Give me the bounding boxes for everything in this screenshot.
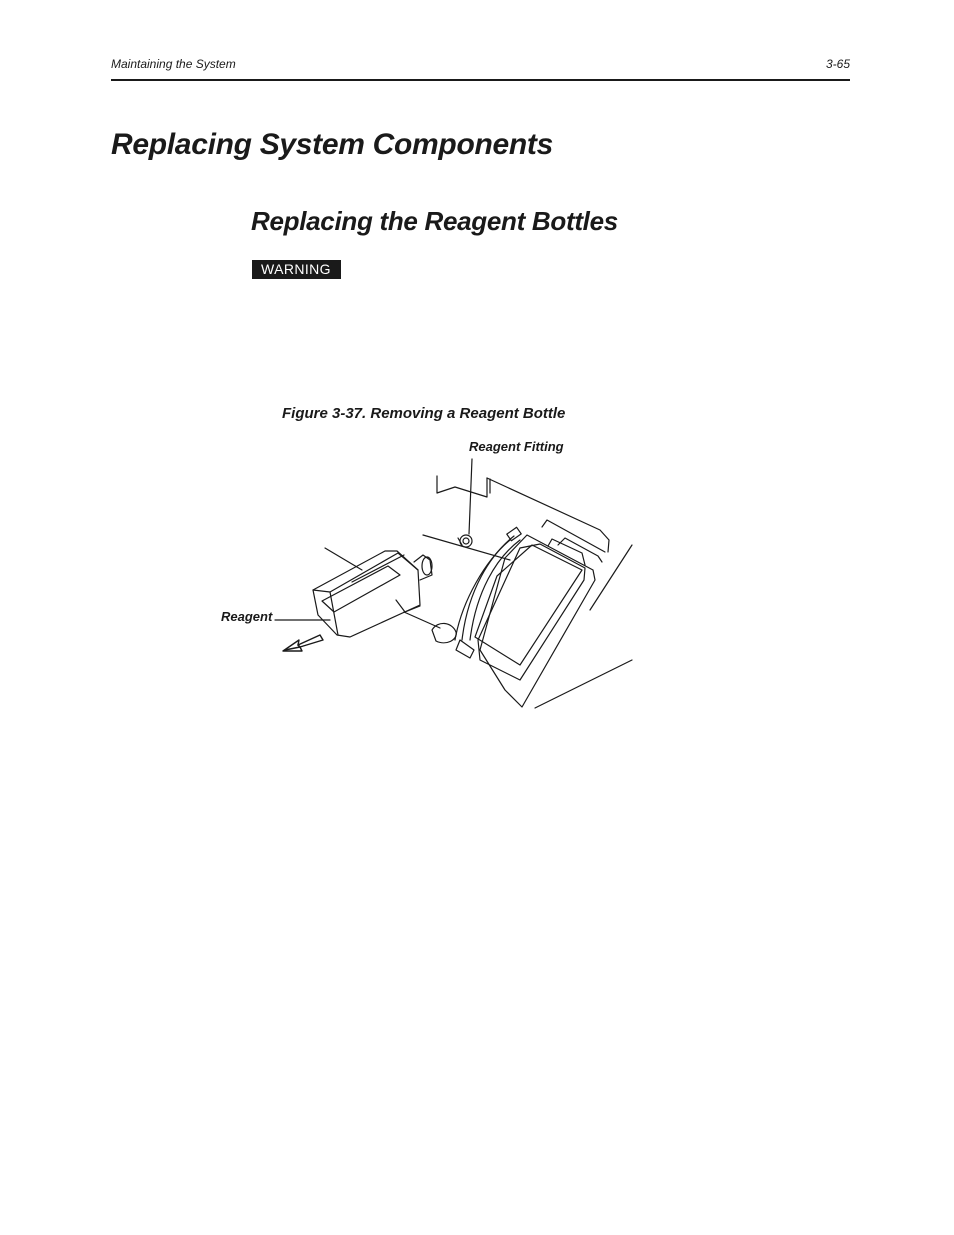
bottle-holder xyxy=(475,535,602,707)
instrument-panel xyxy=(325,476,632,708)
chapter-title: Replacing System Components xyxy=(111,128,553,161)
leader-line-fitting xyxy=(469,459,472,534)
reagent-bottle-illustration xyxy=(200,430,650,720)
header-rule xyxy=(111,79,850,81)
callout-reagent: Reagent xyxy=(221,609,273,624)
warning-badge: WARNING xyxy=(252,260,341,279)
reagent-bottle xyxy=(313,551,432,637)
figure-caption: Figure 3-37. Removing a Reagent Bottle xyxy=(282,405,566,422)
section-title: Replacing the Reagent Bottles xyxy=(251,206,618,236)
running-head: Maintaining the System xyxy=(111,57,236,71)
removal-arrow-icon xyxy=(283,635,323,651)
page-number: 3-65 xyxy=(825,57,850,71)
callout-reagent-fitting: Reagent Fitting xyxy=(469,439,564,454)
